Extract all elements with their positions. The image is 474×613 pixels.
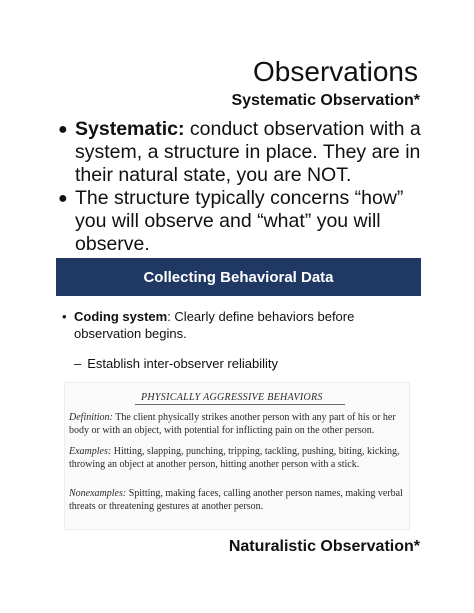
bullet-dot-icon: • (62, 309, 67, 324)
section-heading-systematic: Systematic Observation* (231, 92, 420, 109)
scan-examples-label: Examples: (69, 446, 112, 457)
bullet-term: Systematic: (75, 118, 185, 140)
scan-examples (69, 445, 405, 471)
slide-bullet-term: Coding system (74, 309, 168, 324)
section-heading-naturalistic: Naturalistic Observation* (228, 538, 420, 555)
dash-icon: – (74, 356, 82, 371)
slide-sub-bullet-text: Establish inter-observer reliability (87, 356, 278, 371)
scan-examples-text: Hitting, slapping, punching, tripping, tackling, pushing, biting, kicking, throwing an object at another person, hitting another person with a stick. (69, 446, 400, 470)
scan-definition-label: Definition: (69, 412, 113, 423)
scan-definition-text: The client physically strikes another person with any part of his or her body or with an object, with potential for inflicting pain on the other person. (69, 412, 396, 436)
scan-nonexamples (69, 487, 405, 513)
scan-nonexamples-label: Nonexamples: (69, 488, 127, 499)
scan-title: PHYSICALLY AGGRESSIVE BEHAVIORS (141, 392, 323, 403)
bullet-dot-icon: ● (58, 190, 68, 207)
slide-sub-bullet (74, 356, 278, 371)
slide-bullet (62, 308, 412, 342)
bullet-text: The structure typically concerns “how” you will observe and “what” you will observe. (75, 187, 404, 255)
bullet-text: conduct observation with a system, a structure in place. They are in their natural state, you are NOT. (75, 118, 421, 186)
bullet-dot-icon: ● (58, 121, 68, 138)
bullet-list (58, 118, 428, 256)
slide-header: Collecting Behavioral Data (56, 258, 421, 296)
scan-definition (69, 411, 405, 437)
scanned-definition-image (64, 382, 410, 530)
slide-bullet-text: : Clearly define behaviors before observation begins. (74, 309, 355, 341)
bullet-item (58, 118, 428, 187)
scan-nonexamples-text: Spitting, making faces, calling another person names, making verbal threats or threatening gestures at another person. (69, 488, 403, 512)
scan-divider (135, 404, 345, 405)
page-title: Observations (253, 56, 418, 87)
bullet-item (58, 187, 428, 256)
embedded-slide (56, 256, 421, 528)
